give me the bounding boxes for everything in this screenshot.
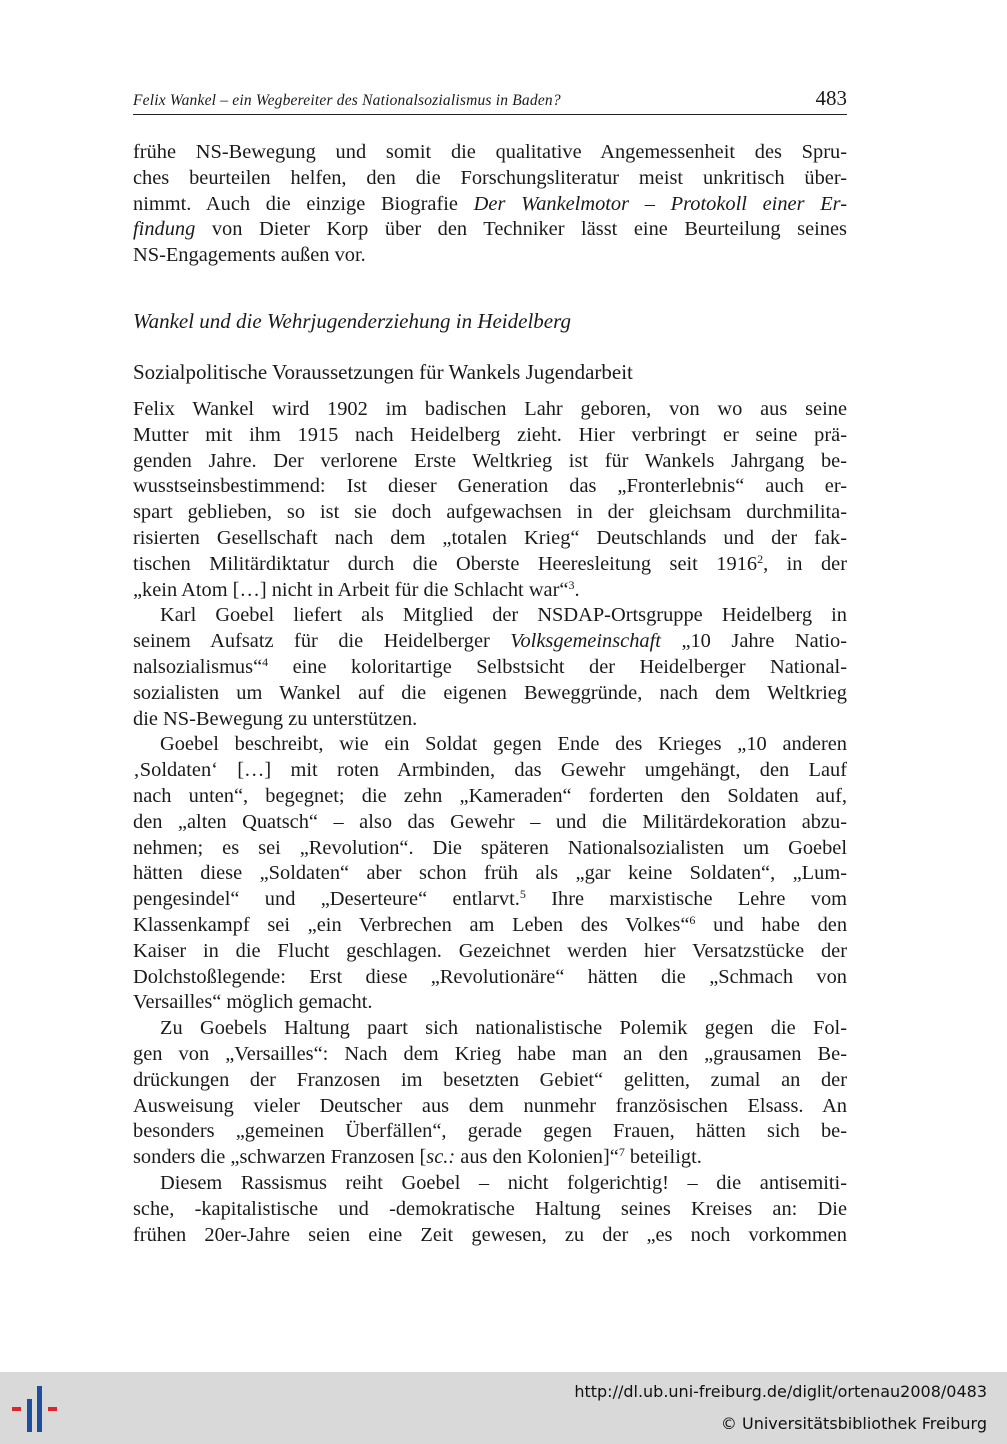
body-text (133, 397, 847, 1248)
footnote-ref: 7 (618, 1145, 625, 1160)
library-logo-icon (10, 1384, 66, 1434)
text-line: ches beurteilen helfen, den die Forschungsliteratur meist unkritisch über- (133, 166, 847, 189)
text-line: Versailles“ möglich gemacht. (133, 991, 373, 1014)
text-line: die NS-Bewegung zu unterstützen. (133, 707, 418, 730)
text-line: besonders „gemeinen Überfällen“, gerade gegen Frauen, hätten sich be- (133, 1120, 847, 1143)
running-header (133, 86, 847, 115)
paragraph-intro (133, 140, 847, 269)
text-line: tischen Militärdiktatur durch die Oberste Heeresleitung seit 1916$^2$, in der (133, 551, 847, 575)
text-line: nehmen; es sei „Revolution“. Die späteren Nationalsozialisten um Goebel (133, 836, 847, 859)
text-line: ‚Soldaten‘ […] mit roten Armbinden, das Gewehr umgehängt, den Lauf (133, 759, 847, 782)
footer-bar (0, 1372, 1007, 1444)
text-line: frühen 20er-Jahre seien eine Zeit gewesen, zu der „es noch vorkommen (133, 1223, 847, 1246)
text-line: Klassenkampf sei „ein Verbrechen am Leben des Volkes“$^6$ und habe den (133, 912, 847, 936)
text-line: wusstseinsbestimmend: Ist dieser Generation das „Fronterlebnis“ auch er- (133, 475, 847, 498)
text-line: Kaiser in die Flucht geschlagen. Gezeichnet werden hier Versatzstücke der (133, 939, 847, 962)
text-line: sche, -kapitalistische und -demokratische Haltung seines Kreises an: Die (133, 1197, 847, 1220)
text-line: Mutter mit ihm 1915 nach Heidelberg zieht. Hier verbringt er seine prä- (133, 423, 847, 446)
book-title: findung (133, 218, 196, 241)
section-title: Wankel und die Wehrjugenderziehung in Heidelberg (133, 309, 572, 333)
abbreviation: sc.: (426, 1146, 456, 1169)
text-line: Dolchstoßlegende: Erst diese „Revolutionäre“ hätten die „Schmach von (133, 965, 847, 988)
text-line: Felix Wankel wird 1902 im badischen Lahr geboren, von wo aus seine (133, 398, 847, 420)
text-line: Diesem Rassismus reiht Goebel – nicht folgerichtig! – die antisemiti- (160, 1171, 847, 1194)
text-line: sozialisten um Wankel auf die eigenen Beweggründe, nach dem Weltkrieg (133, 681, 847, 704)
copyright-notice: © Universitätsbibliothek Freiburg (720, 1414, 987, 1433)
source-url-link[interactable]: http://dl.ub.uni-freiburg.de/diglit/ortenau2008/0483 (574, 1382, 987, 1401)
text-line: Karl Goebel liefert als Mitglied der NSDAP-Ortsgruppe Heidelberg in (160, 604, 847, 627)
footnote-ref: 3 (568, 577, 575, 592)
text-line: hätten diese „Soldaten“ aber schon früh als „gar keine Soldaten“, „Lum- (133, 862, 847, 885)
text-line: drückungen der Franzosen im besetzten Gebiet“ gelitten, zumal an der (133, 1068, 847, 1091)
text-line: nimmt. Auch die einzige Biografie Der Wankelmotor – Protokoll einer Er- (133, 192, 847, 215)
text-line: NS-Engagements außen vor. (133, 244, 366, 267)
text-line: Zu Goebels Haltung paart sich nationalistische Polemik gegen die Fol- (160, 1017, 847, 1040)
text-line: findung von Dieter Korp über den Techniker lässt eine Beurteilung seines (133, 218, 847, 241)
text-line: spart geblieben, so ist sie doch aufgewachsen in der gleichsam durchmilita- (133, 501, 847, 524)
footnote-ref: 4 (262, 654, 269, 669)
text-line: den „alten Quatsch“ – also das Gewehr – und die Militärdekoration abzu- (133, 810, 847, 833)
text-line: Goebel beschreibt, wie ein Soldat gegen Ende des Krieges „10 anderen (160, 733, 847, 756)
text-line: risierten Gesellschaft nach dem „totalen Krieg“ Deutschlands und der fak- (133, 526, 847, 549)
text-line: „kein Atom […] nicht in Arbeit für die Schlacht war“$^3$. (133, 577, 580, 601)
subsection-title: Sozialpolitische Voraussetzungen für Wankels Jugendarbeit (133, 360, 633, 384)
publication-title: Volksgemeinschaft (510, 630, 661, 653)
running-title: Felix Wankel – ein Wegbereiter des Nationalsozialismus in Baden? (133, 92, 561, 109)
page-number: 483 (815, 86, 847, 110)
footnote-ref: 2 (757, 551, 764, 566)
text-line: pengesindel“ und „Deserteure“ entlarvt.$^5$ Ihre marxistische Lehre vom (133, 887, 847, 911)
text-line: seinem Aufsatz für die Heidelberger Volksgemeinschaft „10 Jahre Natio- (133, 630, 847, 653)
text-line: sonders die „schwarzen Franzosen [sc.: aus den Kolonien]“$^7$ beteiligt. (133, 1145, 702, 1169)
text-line: nach unten“, begegnet; die zehn „Kameraden“ forderten den Soldaten auf, (133, 784, 847, 807)
text-line: frühe NS-Bewegung und somit die qualitative Angemessenheit des Spru- (133, 141, 847, 163)
footnote-ref: 6 (689, 912, 696, 927)
book-title: Der Wankelmotor – Protokoll einer Er- (473, 192, 847, 215)
text-line: gen von „Versailles“: Nach dem Krieg habe man an den „grausamen Be- (133, 1042, 847, 1065)
text-line: Ausweisung vieler Deutscher aus dem nunmehr französischen Elsass. An (133, 1094, 847, 1117)
text-line: genden Jahre. Der verlorene Erste Weltkrieg ist für Wankels Jahrgang be- (133, 449, 847, 472)
footnote-ref: 5 (519, 887, 526, 902)
text-line: nalsozialismus“$^4$ eine koloritartige Selbstsicht der Heidelberger National- (133, 654, 847, 678)
